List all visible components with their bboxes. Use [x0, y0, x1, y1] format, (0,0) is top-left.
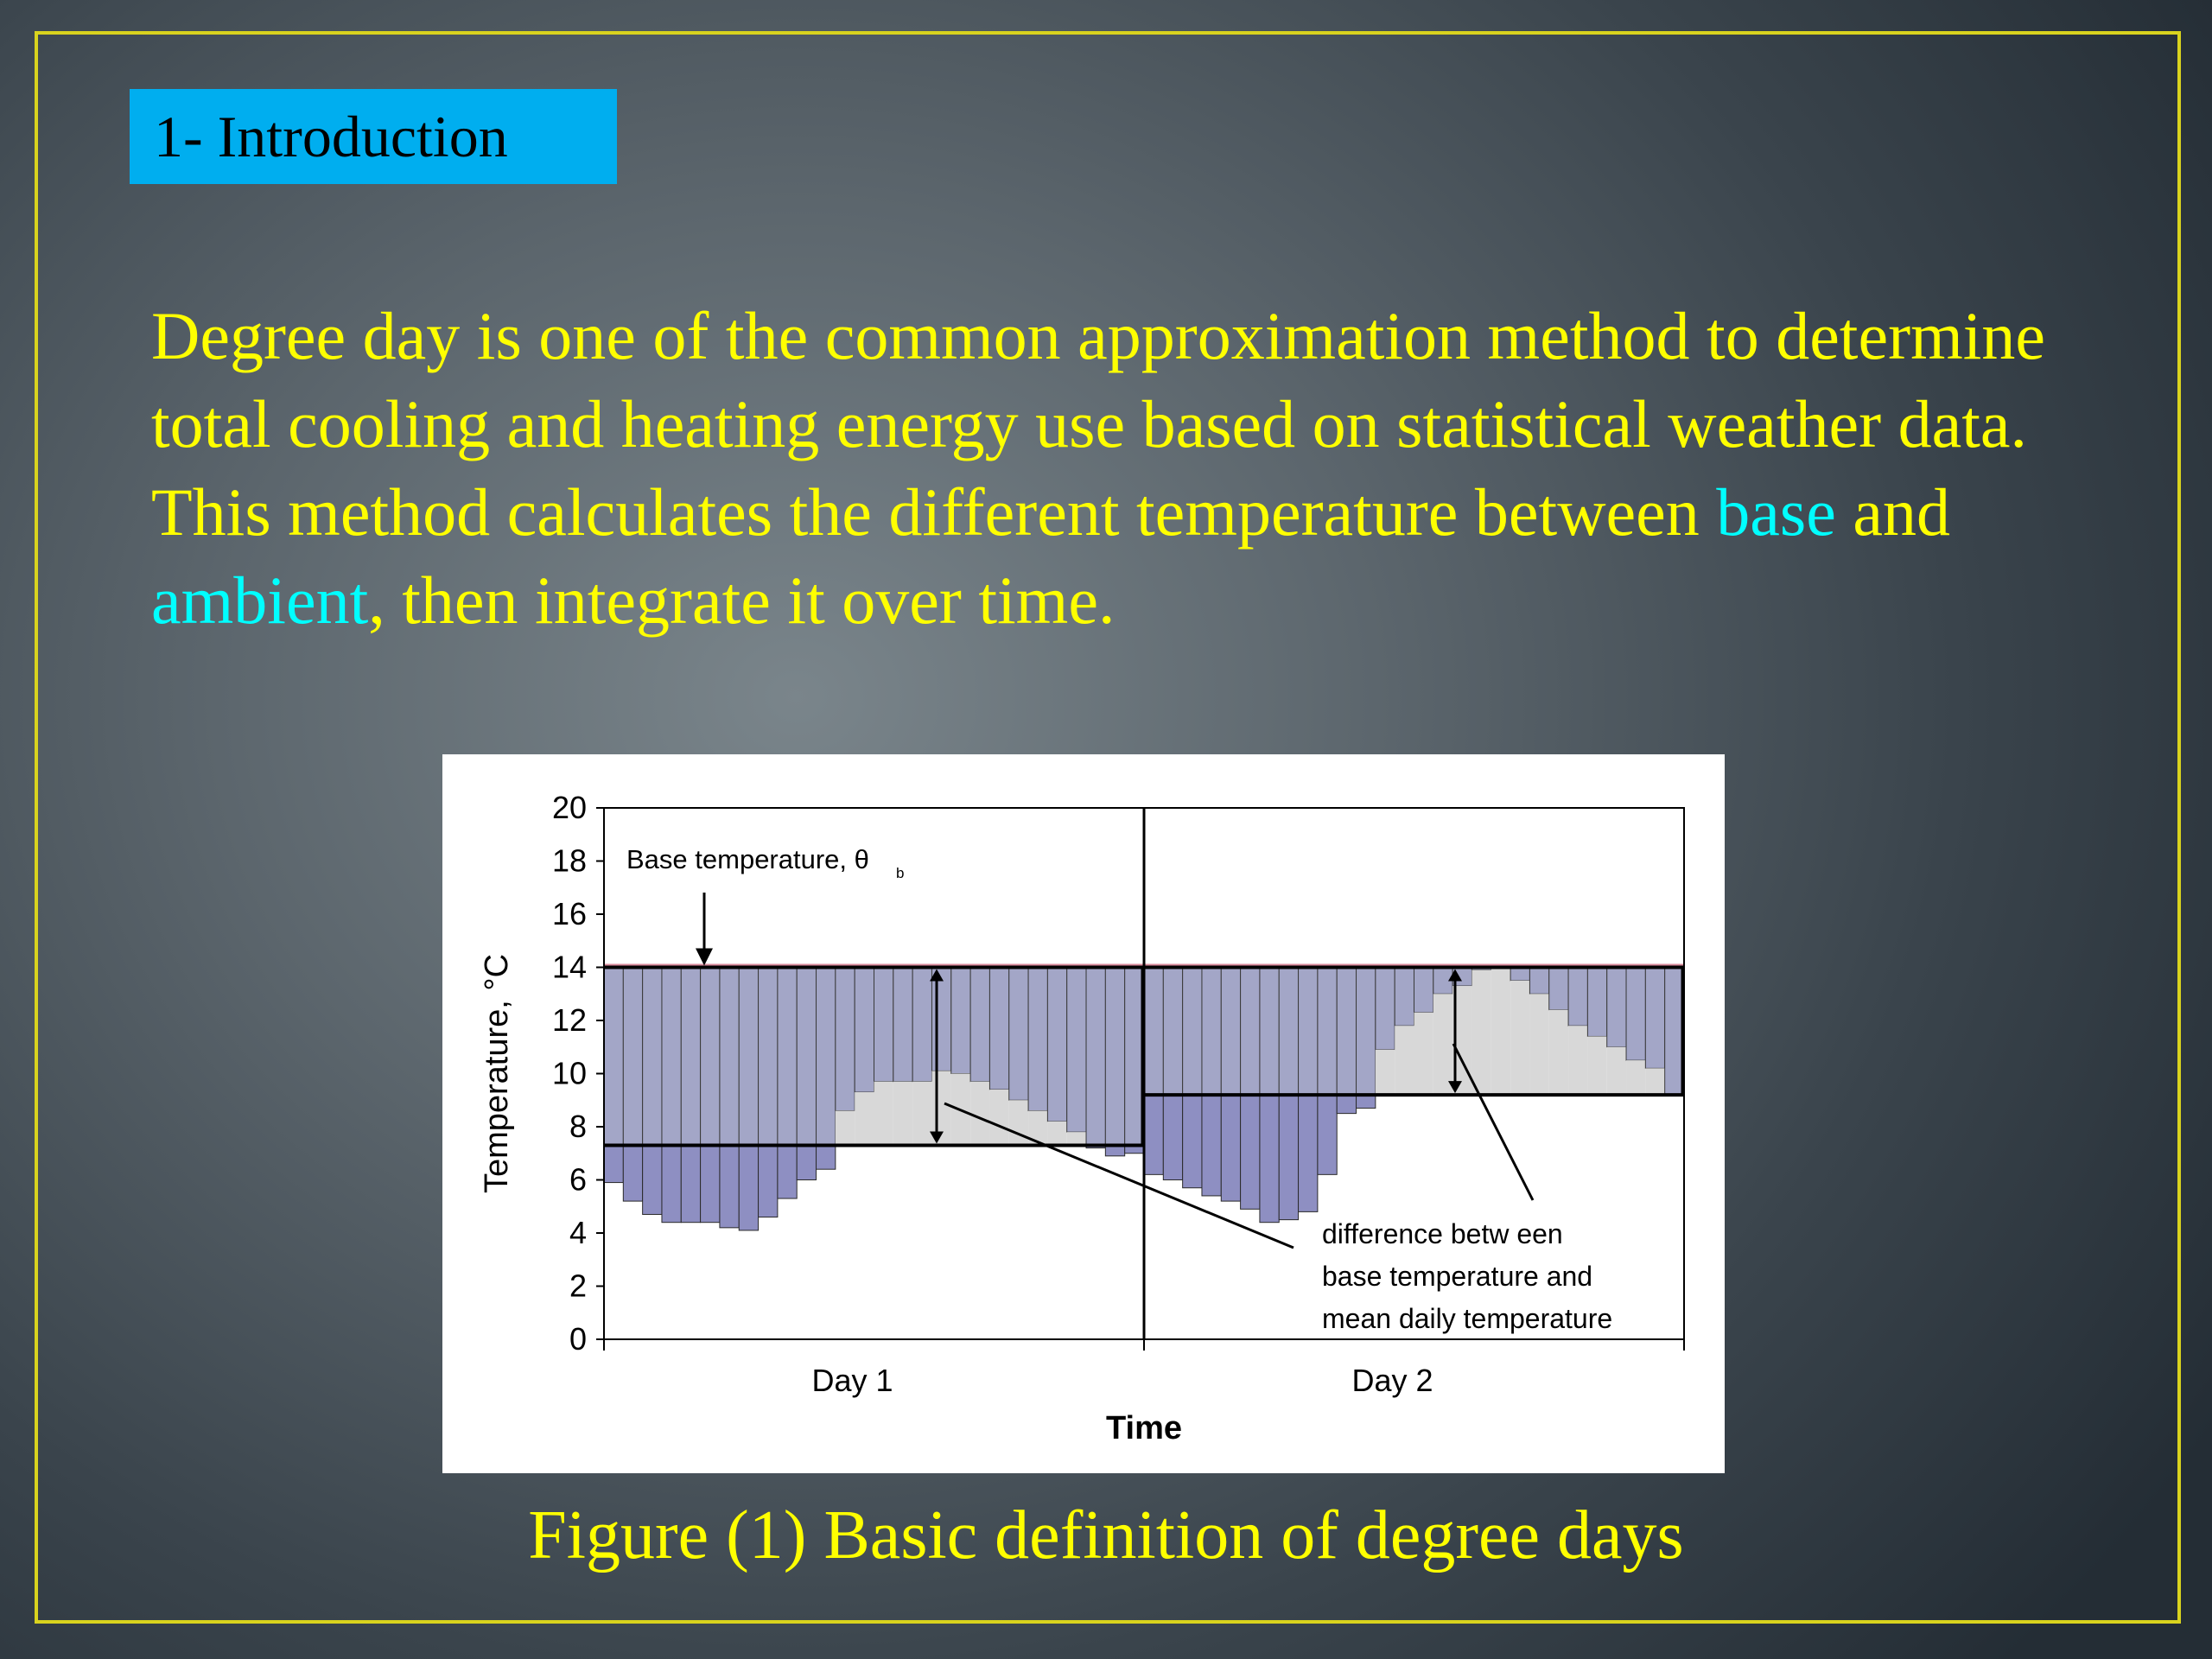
bar-below [1318, 1095, 1337, 1174]
bar-below [778, 1146, 797, 1199]
bar-above [1028, 968, 1047, 1111]
bar-gap [1047, 1122, 1066, 1146]
bar-above [931, 968, 950, 1071]
bar-above [855, 968, 874, 1093]
y-tick-label: 12 [551, 1002, 587, 1038]
bar-above [623, 968, 642, 1146]
bar-below [1337, 1095, 1356, 1114]
bar-gap [1491, 968, 1510, 1096]
annotation-text: mean daily temperature [1322, 1303, 1613, 1334]
y-axis-title: Temperature, °C [479, 953, 515, 1194]
bar-above [1009, 968, 1028, 1101]
chart-svg [442, 754, 1725, 1473]
bar-gap [1529, 994, 1548, 1095]
bar-above [1318, 968, 1337, 1096]
bar-above [1183, 968, 1202, 1096]
bar-below [1357, 1095, 1376, 1108]
bar-gap [1009, 1100, 1028, 1145]
intro-highlight-base: base [1716, 474, 1836, 550]
bar-gap [1067, 1132, 1086, 1145]
bar-gap [989, 1090, 1008, 1146]
y-tick-label: 2 [569, 1268, 587, 1304]
bar-above [1105, 968, 1124, 1146]
y-tick-label: 10 [551, 1055, 587, 1091]
bar-above [1529, 968, 1548, 995]
bar-below [1241, 1095, 1260, 1209]
intro-text-1: Degree day is one of the common approximation method to determine total cooling and heating energy use based on statistical weather data. This method calculates the different temperature between [151, 298, 2046, 550]
bar-below [739, 1146, 758, 1230]
bar-below [1163, 1095, 1182, 1179]
bar-gap [1433, 994, 1452, 1095]
base-temperature-label: Base temperature, θ [626, 844, 869, 874]
bar-above [836, 968, 855, 1111]
intro-paragraph [151, 292, 2139, 645]
bar-above [1144, 968, 1163, 1096]
x-axis-title: Time [1105, 1410, 1183, 1446]
bar-gap [1645, 1068, 1664, 1095]
bar-above [1607, 968, 1626, 1047]
bar-above [893, 968, 912, 1082]
bar-below [817, 1146, 836, 1170]
bar-gap [1510, 981, 1529, 1095]
bar-above [701, 968, 720, 1146]
bar-below [1299, 1095, 1318, 1211]
bar-below [797, 1146, 816, 1180]
bar-above [1067, 968, 1086, 1133]
bar-below [1183, 1095, 1202, 1188]
bar-below [643, 1146, 662, 1215]
bar-above [739, 968, 758, 1146]
section-heading: 1- Introduction [130, 89, 617, 184]
bar-gap [1414, 1013, 1433, 1095]
bar-gap [874, 1082, 893, 1146]
bar-above [874, 968, 893, 1082]
bar-above [970, 968, 989, 1082]
bar-gap [1376, 1050, 1395, 1095]
bar-above [1414, 968, 1433, 1013]
bar-below [1260, 1095, 1279, 1223]
bar-gap [1549, 1010, 1568, 1095]
figure-caption: Figure (1) Basic definition of degree days [528, 1497, 1684, 1573]
bar-above [1047, 968, 1066, 1122]
y-tick-label: 8 [569, 1109, 587, 1144]
bar-gap [1568, 1026, 1587, 1095]
bar-above [1086, 968, 1105, 1146]
bar-below [681, 1146, 700, 1223]
y-tick-label: 0 [569, 1321, 587, 1357]
bar-above [797, 968, 816, 1146]
bar-above [1241, 968, 1260, 1096]
bar-above [662, 968, 681, 1146]
bar-above [1568, 968, 1587, 1027]
bar-gap [912, 1082, 931, 1146]
bar-gap [1607, 1047, 1626, 1095]
bar-below [759, 1146, 778, 1217]
bar-above [1395, 968, 1414, 1027]
bar-below [1279, 1095, 1298, 1220]
bar-below [1221, 1095, 1240, 1201]
bar-above [1299, 968, 1318, 1096]
bar-above [1260, 968, 1279, 1096]
bar-gap [836, 1111, 855, 1146]
bar-below [623, 1146, 642, 1202]
y-tick-label: 16 [551, 896, 587, 931]
bar-gap [1587, 1036, 1606, 1095]
y-tick-label: 4 [569, 1215, 587, 1250]
annotation-text: base temperature and [1322, 1261, 1593, 1292]
base-temperature-subscript: b [896, 865, 905, 881]
bar-below [701, 1146, 720, 1223]
bar-gap [1395, 1026, 1414, 1095]
bar-above [1376, 968, 1395, 1050]
bar-above [1337, 968, 1356, 1096]
bar-above [912, 968, 931, 1082]
bar-above [604, 968, 623, 1146]
bar-below [604, 1146, 623, 1183]
degree-day-chart [442, 754, 1725, 1473]
y-tick-label: 6 [569, 1161, 587, 1198]
x-category-label: Day 2 [1351, 1363, 1433, 1398]
x-category-label: Day 1 [811, 1363, 893, 1398]
bar-gap [855, 1092, 874, 1146]
base-arrow-head [696, 949, 713, 966]
bar-above [951, 968, 970, 1074]
bar-above [1645, 968, 1664, 1069]
bar-below [720, 1146, 739, 1228]
bar-above [1626, 968, 1645, 1061]
bar-above [1357, 968, 1376, 1096]
y-tick-label: 14 [551, 949, 587, 985]
bar-gap [1471, 970, 1491, 1096]
bar-above [1202, 968, 1221, 1096]
bar-above [1163, 968, 1182, 1096]
bar-gap [970, 1082, 989, 1146]
bar-above [720, 968, 739, 1146]
bar-above [1279, 968, 1298, 1096]
intro-text-2: and [1835, 474, 1951, 550]
bar-above [989, 968, 1008, 1090]
bar-above [778, 968, 797, 1146]
y-tick-label: 18 [551, 842, 587, 879]
bar-above [817, 968, 836, 1146]
bar-above [1549, 968, 1568, 1010]
bar-gap [893, 1082, 912, 1146]
bar-above [1587, 968, 1606, 1037]
bar-gap [1626, 1060, 1645, 1095]
bar-above [643, 968, 662, 1146]
bar-above [1221, 968, 1240, 1096]
annotation-text: difference betw een [1322, 1218, 1563, 1249]
intro-highlight-ambient: ambient [151, 563, 369, 638]
intro-text-3: , then integrate it over time. [368, 563, 1116, 638]
bar-above [759, 968, 778, 1146]
y-tick-label: 20 [551, 790, 587, 825]
bar-above [1510, 968, 1529, 981]
bar-below [1144, 1095, 1163, 1174]
bar-below [1202, 1095, 1221, 1196]
bar-above [681, 968, 700, 1146]
bar-below [662, 1146, 681, 1223]
